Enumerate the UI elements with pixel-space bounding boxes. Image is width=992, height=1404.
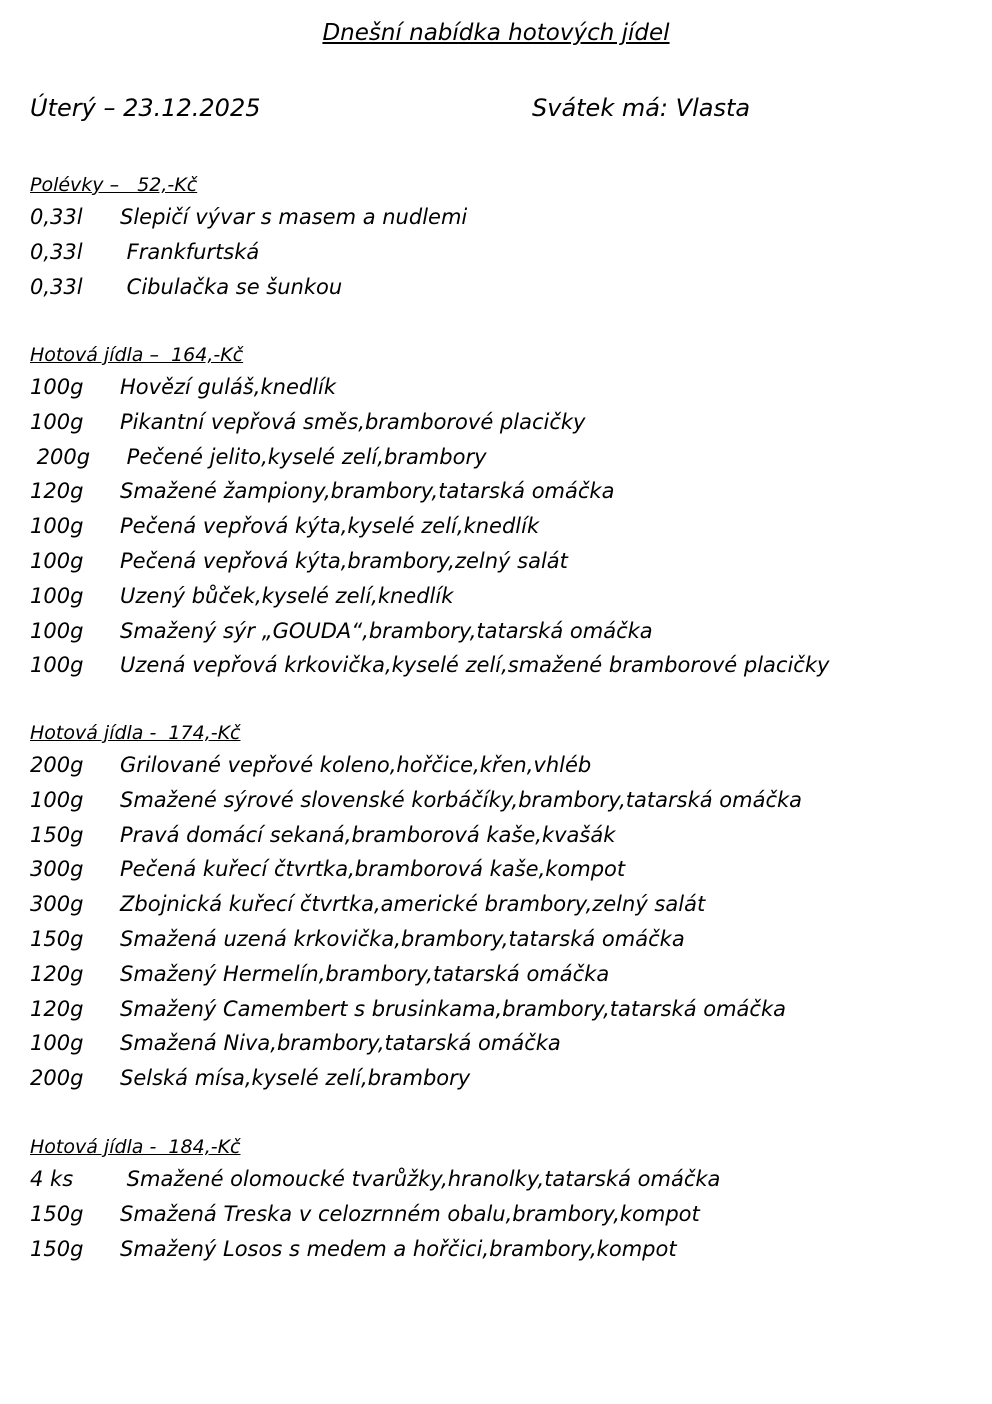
item-quantity: 100g: [30, 787, 84, 812]
item-name: Smažené žampiony,brambory,tatarská omáčka: [120, 479, 615, 504]
item-name: Smažená uzená krkovička,brambory,tatarská omáčka: [120, 926, 685, 951]
section-heading: Hotová jídla - 174,-Kč: [30, 722, 241, 744]
page-title: Dnešní nabídka hotových jídel: [322, 20, 670, 46]
item-quantity: 120g: [30, 479, 84, 504]
item-name: Uzená vepřová krkovička,kyselé zelí,smažené bramborové placičky: [120, 653, 830, 678]
item-quantity: 200g: [30, 444, 91, 469]
item-quantity: 150g: [30, 926, 84, 951]
item-name: Smažený Losos s medem a hořčici,brambory,kompot: [120, 1236, 677, 1261]
menu-item: [30, 579, 829, 614]
item-quantity: 150g: [30, 822, 84, 847]
item-quantity: 100g: [30, 653, 84, 678]
item-quantity: 150g: [30, 1236, 84, 1261]
menu-item: [30, 1026, 802, 1061]
item-name: Pikantní vepřová směs,bramborové placičky: [120, 409, 586, 434]
nameday-line: Svátek má: Vlasta: [532, 94, 751, 122]
item-name: Smažené sýrové slovenské korbáčíky,brambory,tatarská omáčka: [120, 787, 803, 812]
menu-item: [30, 648, 829, 683]
section-heading: Hotová jídla - 184,-Kč: [30, 1136, 241, 1158]
menu-item: [30, 957, 802, 992]
item-quantity: 100g: [30, 618, 84, 643]
item-quantity: 100g: [30, 583, 84, 608]
item-name: Smažené olomoucké tvarůžky,hranolky,tatarská omáčka: [120, 1167, 721, 1191]
item-name: Pečená kuřecí čtvrtka,bramborová kaše,kompot: [120, 857, 626, 882]
menu-item: [30, 852, 802, 887]
item-quantity: 100g: [30, 409, 84, 434]
menu-item: [30, 544, 829, 579]
item-quantity: 300g: [30, 892, 84, 917]
item-quantity: 100g: [30, 548, 84, 573]
item-quantity: 0,33l: [30, 205, 83, 229]
item-name: Grilované vepřové koleno,hořčice,křen,vhléb: [120, 753, 592, 777]
item-name: Selská mísa,kyselé zelí,brambory: [120, 1066, 471, 1091]
menu-item: [30, 818, 802, 853]
date-line: Úterý – 23.12.2025: [30, 94, 261, 122]
menu-item: [30, 1232, 720, 1267]
menu-item: [30, 270, 467, 305]
item-name: Pečené jelito,kyselé zelí,brambory: [120, 444, 487, 469]
section-heading: Hotová jídla – 164,-Kč: [30, 344, 244, 366]
menu-section: [30, 1132, 720, 1266]
item-quantity: 100g: [30, 375, 84, 399]
item-quantity: 150g: [30, 1201, 84, 1226]
item-name: Smažený Hermelín,brambory,tatarská omáčka: [120, 961, 610, 986]
menu-item: [30, 440, 829, 475]
item-quantity: 100g: [30, 1031, 84, 1056]
item-quantity: 300g: [30, 857, 84, 882]
menu-item: [30, 783, 802, 818]
section-heading: Polévky – 52,-Kč: [30, 174, 198, 196]
menu-item: [30, 370, 829, 405]
item-quantity: 200g: [30, 753, 84, 777]
menu-item: [30, 509, 829, 544]
item-quantity: 0,33l: [30, 274, 83, 299]
menu-item: [30, 405, 829, 440]
menu-item: [30, 474, 829, 509]
menu-item: [30, 235, 467, 270]
menu-item: [30, 748, 802, 783]
item-quantity: 0,33l: [30, 239, 83, 264]
item-quantity: 100g: [30, 514, 84, 539]
menu-item: [30, 922, 802, 957]
item-name: Smažená Treska v celozrnném obalu,brambory,kompot: [120, 1201, 700, 1226]
menu-item: [30, 1197, 720, 1232]
item-name: Frankfurtská: [120, 239, 260, 264]
item-name: Uzený bůček,kyselé zelí,knedlík: [120, 583, 454, 608]
item-name: Slepičí vývar s masem a nudlemi: [120, 205, 468, 229]
item-name: Zbojnická kuřecí čtvrtka,americké brambory,zelný salát: [120, 892, 706, 917]
item-name: Smažený sýr „GOUDA“,brambory,tatarská omáčka: [120, 618, 653, 643]
item-quantity: 120g: [30, 961, 84, 986]
item-name: Smažený Camembert s brusinkama,brambory,tatarská omáčka: [120, 996, 786, 1021]
item-quantity: 120g: [30, 996, 84, 1021]
item-name: Pečená vepřová kýta,brambory,zelný salát: [120, 548, 568, 573]
menu-section: [30, 718, 802, 1096]
menu-item: [30, 887, 802, 922]
item-name: Cibulačka se šunkou: [120, 274, 343, 299]
menu-item: [30, 614, 829, 649]
menu-item: [30, 992, 802, 1027]
menu-section: [30, 170, 467, 304]
item-quantity: 200g: [30, 1066, 84, 1091]
item-name: Hovězí guláš,knedlík: [120, 375, 337, 399]
item-name: Smažená Niva,brambory,tatarská omáčka: [120, 1031, 561, 1056]
menu-item: [30, 1162, 720, 1197]
menu-item: [30, 200, 467, 235]
item-name: Pečená vepřová kýta,kyselé zelí,knedlík: [120, 514, 540, 539]
item-quantity: 4 ks: [30, 1167, 74, 1191]
menu-item: [30, 1061, 802, 1096]
item-name: Pravá domácí sekaná,bramborová kaše,kvašák: [120, 822, 616, 847]
menu-section: [30, 340, 829, 683]
